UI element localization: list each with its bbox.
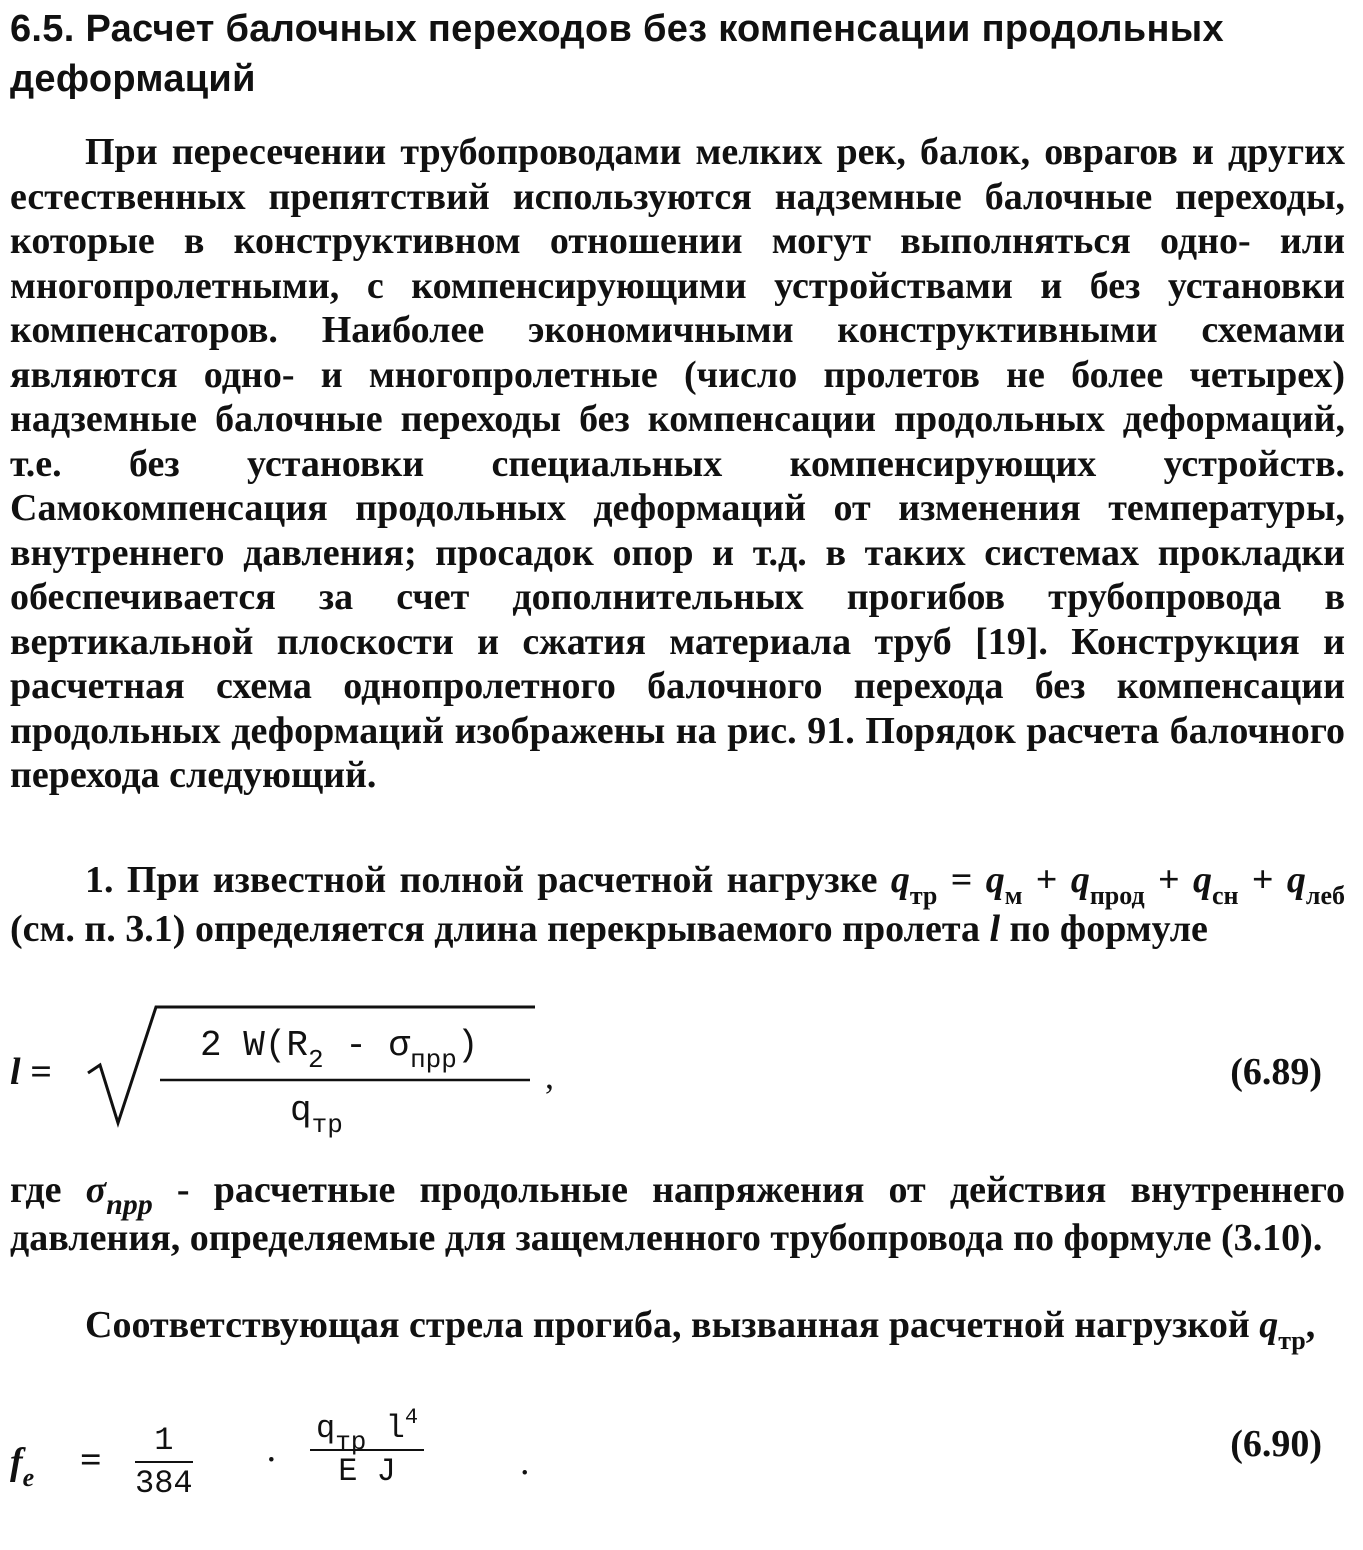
denominator-q: q — [290, 1090, 312, 1131]
step1-paragraph — [10, 858, 1345, 951]
formula-6-90-lhs — [10, 1440, 35, 1492]
fraction-1-denominator: 384 — [135, 1465, 193, 1502]
where-paragraph — [10, 1168, 1345, 1260]
q-tr-symbol: q — [890, 859, 910, 901]
numerator-l: l — [366, 1410, 405, 1447]
deflection-text-a: Соответствующая стрела прогиба, вызванная расчетной нагрузкой — [85, 1304, 1260, 1346]
formula-6-90-dot: · — [265, 1439, 278, 1481]
where-text: - расчетные продольные напряжения от действия внутреннего давления, определяемые для защемленного трубопровода по формуле (3.10). — [10, 1169, 1346, 1259]
q-leb-symbol: q — [1286, 859, 1306, 901]
q-tr-subscript: тр — [909, 881, 938, 910]
formula-6-89 — [10, 995, 1340, 1140]
numerator-q: q — [316, 1410, 336, 1447]
where-word: где — [10, 1169, 86, 1211]
deflection-q-subscript: тр — [1278, 1326, 1306, 1355]
q-prod-symbol: q — [1070, 859, 1090, 901]
numerator-part-2: - σ — [323, 1025, 411, 1066]
formula-6-89-number: (6.89) — [1230, 1051, 1322, 1093]
fraction-1-numerator: 1 — [135, 1422, 193, 1463]
q-leb-subscript: леб — [1305, 881, 1346, 910]
deflection-q-symbol: q — [1259, 1304, 1279, 1346]
formula-6-90-number: (6.90) — [1230, 1423, 1322, 1465]
numerator-part-1: 2 W(R — [200, 1025, 309, 1066]
numerator-sub-r2: 2 — [308, 1045, 324, 1075]
fraction-2-q-l4 — [310, 1405, 424, 1490]
q-m-subscript: м — [1004, 881, 1023, 910]
q-m-symbol: q — [985, 859, 1005, 901]
formula-6-89-comma: , — [545, 1056, 554, 1096]
fraction-1-384 — [135, 1422, 193, 1502]
section-heading: 6.5. Расчет балочных переходов без компенсации продольных деформаций — [10, 8, 1224, 100]
numerator-power: 4 — [404, 1405, 419, 1430]
numerator-q-subscript: тр — [335, 1427, 367, 1457]
deflection-f-subscript: e — [22, 1463, 35, 1492]
step1-text-b: (см. п. 3.1) определяется длина перекрываемого пролета — [10, 907, 990, 950]
step1-text-c: по формуле — [1000, 907, 1208, 950]
q-sn-subscript: сн — [1212, 881, 1239, 910]
fraction-2-numerator — [310, 1405, 424, 1457]
sigma-symbol: σ — [85, 1169, 107, 1211]
formula-6-89-denominator — [290, 1090, 343, 1140]
plus-sign-3: + — [1238, 859, 1287, 901]
formula-6-90 — [10, 1405, 1340, 1550]
plus-sign-2: + — [1144, 859, 1193, 901]
l-symbol: l — [989, 907, 1001, 950]
numerator-part-3: ) — [456, 1025, 479, 1066]
q-sn-symbol: q — [1193, 859, 1212, 901]
numerator-sub-ppr: прр — [410, 1045, 457, 1075]
formula-6-89-lhs: l = — [10, 1051, 52, 1093]
fraction-2-denominator: E J — [338, 1453, 396, 1490]
step1-text-a: 1. При известной полной расчетной нагрузке — [85, 859, 891, 901]
sigma-subscript: прр — [106, 1188, 153, 1221]
formula-6-90-equals: = — [80, 1439, 102, 1481]
formula-6-89-numerator — [200, 1025, 479, 1075]
deflection-paragraph — [10, 1303, 1345, 1355]
equals-sign: = — [937, 859, 986, 901]
plus-sign-1: + — [1022, 859, 1071, 901]
deflection-f-symbol: f — [10, 1441, 23, 1483]
denominator-sub-tr: тр — [311, 1110, 343, 1140]
q-prod-subscript: прод — [1089, 881, 1145, 910]
formula-6-90-period: . — [520, 1441, 530, 1483]
intro-paragraph: При пересечении трубопроводами мелких рек, балок, оврагов и других естественных препятствий используются надземные балочные переходы, которые в конструктивном отношении могут выполняться одно- или многопролетными, с компенсирующими устройствами и без установки компенсаторов. Наиболее экономичными конструктивными схемами являются одно- и многопролетные (число пролетов не более четырех) надземные балочные переходы без компенсации продольных деформаций, т.е. без установки специальных компенсирующих устройств. Самокомпенсация продольных деформаций от изменения температуры, внутреннего давления; просадок опор и т.д. в таких системах прокладки обеспечивается за счет дополнительных прогибов трубопровода в вертикальной плоскости и сжатия материала труб [19]. Конструкция и расчетная схема однопролетного балочного перехода без компенсации продольных деформаций изображены на рис. 91. Порядок расчета балочного перехода следующий. — [10, 131, 1345, 796]
deflection-comma: , — [1305, 1304, 1316, 1346]
